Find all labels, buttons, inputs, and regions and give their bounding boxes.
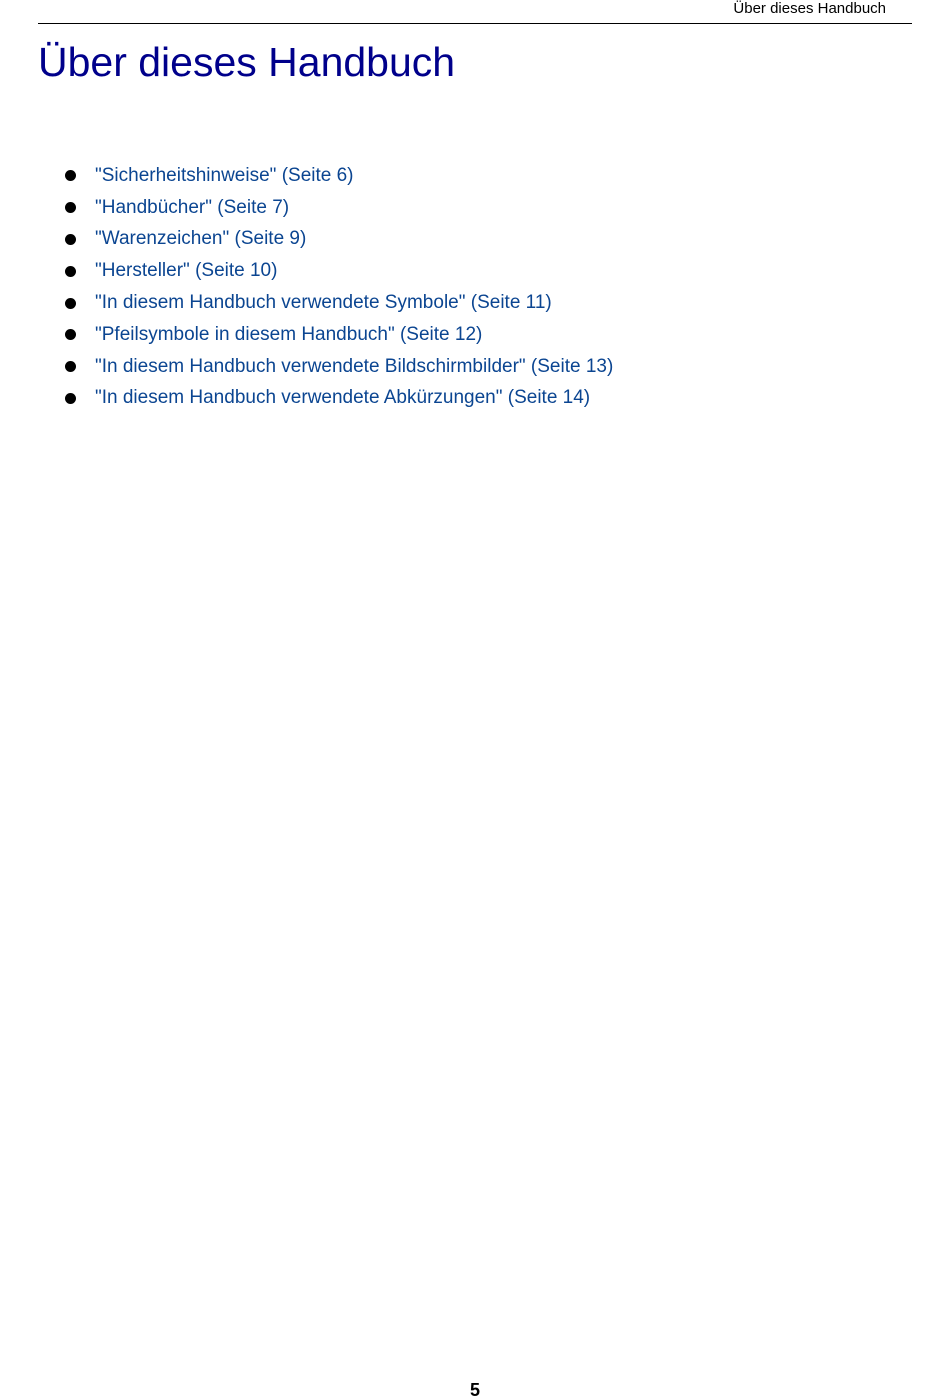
bullet-icon	[65, 234, 76, 245]
toc-link-bildschirmbilder[interactable]: "In diesem Handbuch verwendete Bildschirmbilder" (Seite 13)	[95, 355, 614, 377]
bullet-icon	[65, 361, 76, 372]
toc-item-abkuerzungen	[0, 383, 950, 415]
toc-link-hersteller[interactable]: "Hersteller" (Seite 10)	[95, 260, 278, 282]
bullet-icon	[65, 202, 76, 213]
header-divider	[38, 23, 912, 24]
toc-item-warenzeichen	[0, 224, 950, 256]
toc-link-abkuerzungen[interactable]: "In diesem Handbuch verwendete Abkürzungen" (Seite 14)	[95, 387, 591, 409]
toc-link-symbole[interactable]: "In diesem Handbuch verwendete Symbole" (Seite 11)	[95, 292, 552, 314]
toc-item-symbole	[0, 287, 950, 319]
toc-item-sicherheitshinweise	[0, 160, 950, 192]
toc-link-sicherheitshinweise[interactable]: "Sicherheitshinweise" (Seite 6)	[95, 164, 354, 186]
toc-list	[0, 160, 950, 414]
page-title: Über dieses Handbuch	[38, 39, 456, 85]
running-header: Über dieses Handbuch	[733, 0, 886, 17]
bullet-icon	[65, 329, 76, 340]
page-number: 5	[469, 1380, 480, 1400]
toc-item-handbuecher	[0, 192, 950, 224]
toc-item-bildschirmbilder	[0, 351, 950, 383]
toc-item-pfeilsymbole	[0, 319, 950, 351]
toc-link-pfeilsymbole[interactable]: "Pfeilsymbole in diesem Handbuch" (Seite 12)	[95, 323, 483, 345]
toc-item-hersteller	[0, 255, 950, 287]
bullet-icon	[65, 170, 76, 181]
bullet-icon	[65, 298, 76, 309]
toc-link-warenzeichen[interactable]: "Warenzeichen" (Seite 9)	[95, 228, 307, 250]
toc-link-handbuecher[interactable]: "Handbücher" (Seite 7)	[95, 196, 290, 218]
bullet-icon	[65, 266, 76, 277]
bullet-icon	[65, 393, 76, 404]
